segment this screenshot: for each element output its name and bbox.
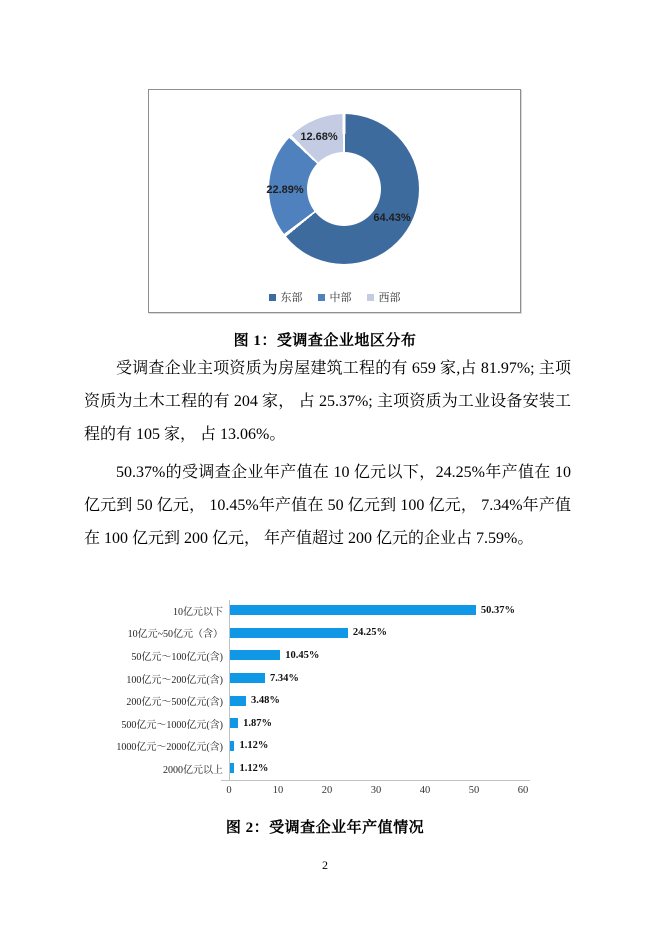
- bar-row: [90, 622, 550, 645]
- bar-row: [90, 757, 550, 780]
- bar-chart-category-axis: [229, 600, 230, 781]
- bar-value-label: 50.37%: [480, 604, 515, 616]
- donut-slice-label-east: 64.43%: [373, 212, 411, 224]
- legend-item: [269, 289, 303, 305]
- bar-value-label: 1.87%: [243, 717, 273, 729]
- legend-label: 西部: [378, 292, 401, 304]
- bar-row: [90, 689, 550, 712]
- legend-swatch-icon: [318, 294, 325, 301]
- bar-category-label: 2000亿元以上: [163, 764, 223, 776]
- bar: [229, 696, 246, 706]
- donut-legend: [149, 289, 520, 305]
- donut-slice-label-west: 12.68%: [300, 131, 338, 143]
- bar-chart-rows: [90, 599, 550, 780]
- figure2-caption: 图 2：受调查企业年产值情况: [225, 820, 425, 836]
- bar-track: [229, 757, 523, 780]
- bar-track: [229, 735, 523, 758]
- donut-slice-label-central: 22.89%: [266, 184, 304, 196]
- bar-value-label: 1.12%: [239, 740, 269, 752]
- legend-swatch-icon: [269, 294, 276, 301]
- bar-row: [90, 735, 550, 758]
- paragraph-qualifications: 受调查企业主项资质为房屋建筑工程的有 659 家,占 81.97%; 主项资质为土木工程的有 204 家， 占 25.37%; 主项资质为工业设备安装工程的有 105 家， 占 13.06%。: [84, 360, 571, 443]
- bar-value-label: 24.25%: [352, 627, 387, 639]
- x-axis-tick-label: 60: [517, 785, 529, 796]
- bar-category-label: 200亿元～500亿元(含): [126, 697, 223, 709]
- bar-row: [90, 712, 550, 735]
- bar-track: [229, 667, 523, 690]
- page-number: 2: [322, 858, 328, 872]
- legend-swatch-icon: [367, 294, 374, 301]
- bar-chart-value-axis: [221, 780, 530, 781]
- bar-category-label: 10亿元以下: [173, 606, 223, 618]
- donut-hole: [307, 152, 381, 226]
- figure1-chart-frame: [148, 89, 521, 313]
- bar: [229, 673, 265, 683]
- bar: [229, 718, 238, 728]
- bar-track: [229, 712, 523, 735]
- bar-category-label: 100亿元～200亿元(含): [126, 674, 223, 686]
- bar-chart-x-ticks: [90, 785, 550, 799]
- bar-value-label: 1.12%: [239, 762, 269, 774]
- bar-row: [90, 599, 550, 622]
- bar-category-label: 50亿元～100亿元(含): [131, 651, 223, 663]
- figure1-caption: 图 1：受调查企业地区分布: [233, 333, 417, 349]
- x-axis-tick-label: 10: [272, 785, 284, 796]
- bar-category-label: 500亿元～1000亿元(含): [121, 719, 223, 731]
- x-axis-tick-label: 0: [226, 785, 232, 796]
- bar-track: [229, 689, 523, 712]
- bar-row: [90, 644, 550, 667]
- bar-category-label: 1000亿元～2000亿元(含): [116, 742, 223, 754]
- bar-track: [229, 644, 523, 667]
- bar: [229, 650, 280, 660]
- x-axis-tick-label: 40: [419, 785, 431, 796]
- bar-track: [229, 599, 523, 622]
- bar-value-label: 3.48%: [251, 695, 280, 707]
- bar: [229, 628, 348, 638]
- bar-value-label: 7.34%: [269, 672, 299, 684]
- bar-row: [90, 667, 550, 690]
- x-axis-tick-label: 20: [321, 785, 333, 796]
- bar-track: [229, 622, 523, 645]
- bar-chart: [90, 599, 550, 804]
- legend-label: 中部: [329, 292, 352, 304]
- x-axis-tick-label: 50: [468, 785, 480, 796]
- legend-item: [367, 289, 401, 305]
- bar: [229, 605, 476, 615]
- bar-value-label: 10.45%: [285, 649, 320, 661]
- paragraph-output-values: 50.37%的受调查企业年产值在 10 亿元以下，24.25%年产值在 10 亿元到 50 亿元， 10.45%年产值在 50 亿元到 100 亿元， 7.34%年产值在 100 亿元到 200 亿元， 年产值超过 200 亿元的企业占 7.59%。: [84, 464, 571, 547]
- legend-label: 东部: [280, 292, 303, 304]
- legend-item: [318, 289, 352, 305]
- x-axis-tick-label: 30: [370, 785, 382, 796]
- bar-category-label: 10亿元~50亿元（含）: [127, 629, 223, 641]
